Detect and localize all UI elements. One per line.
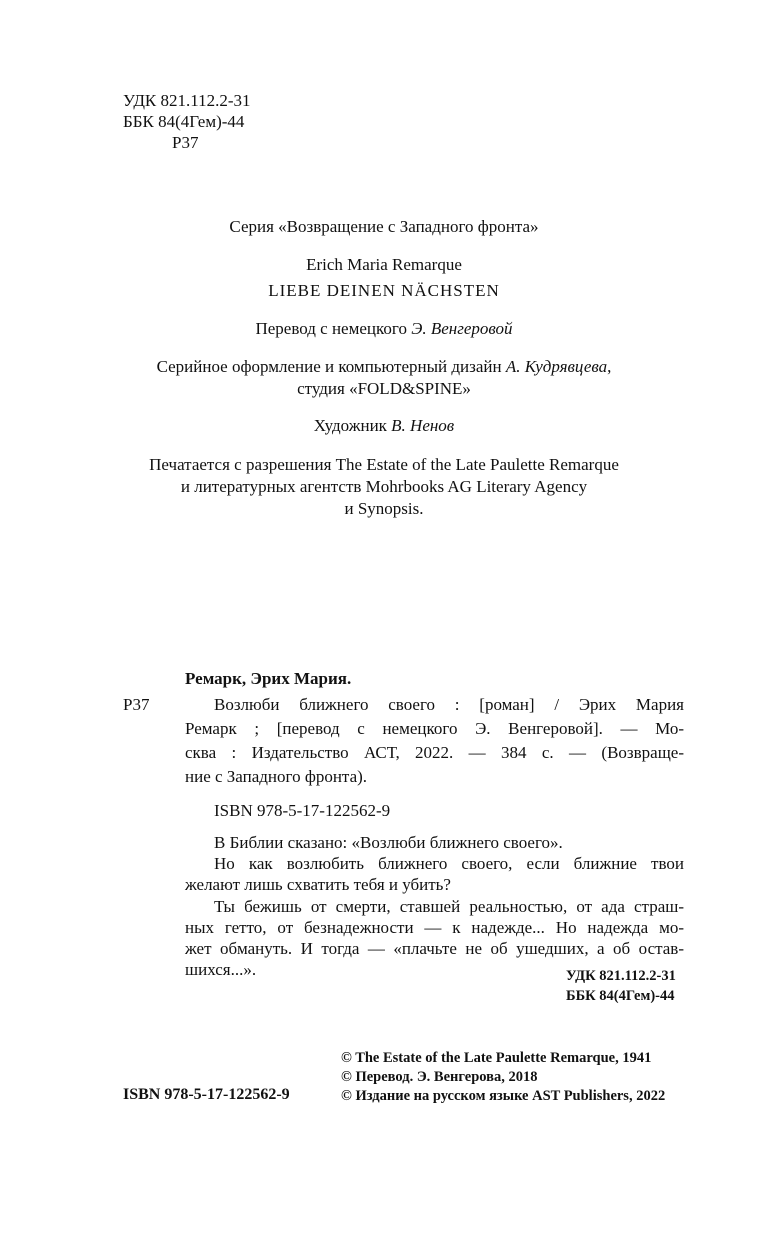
udk-code: УДК 821.112.2-31 (123, 91, 251, 110)
designer-name: А. Кудрявцева (505, 357, 608, 376)
copyright-line: © The Estate of the Late Paulette Remarque, 1941 (341, 1050, 652, 1066)
catalog-heading: Ремарк, Эрих Мария. (185, 669, 352, 688)
annotation-line: ных гетто, от безнадежности — к надежде... Но надежда мо- (185, 918, 684, 937)
permission-line-3: и Synopsis. (344, 499, 424, 518)
annotation-line: жет обмануть. И тогда — «плачьте не об ушедших, а об остав- (185, 939, 684, 958)
design-prefix: Серийное оформление и компьютерный дизайн (156, 357, 502, 376)
catalog-mark: Р37 (123, 695, 150, 714)
catalog-description-line: ние с Западного фронта). (185, 767, 368, 786)
design-studio: студия «FOLD&SPINE» (297, 379, 471, 398)
annotation-line: В Библии сказано: «Возлюби ближнего своего». (214, 833, 563, 852)
design-comma: , (607, 357, 612, 376)
catalog-description-line: Ремарк ; [перевод с немецкого Э. Венгеровой]. — Мо- (185, 719, 684, 738)
catalog-description-line: Возлюби ближнего своего : [роман] / Эрих Мария (214, 695, 684, 714)
original-title: LIEBE DEINEN NÄCHSTEN (268, 281, 500, 300)
bbk-code: ББК 84(4Гем)-44 (123, 112, 245, 131)
annotation-line: Но как возлюбить ближнего своего, если ближние твои (214, 854, 684, 873)
artist-name: В. Ненов (391, 416, 455, 435)
catalog-isbn: ISBN 978-5-17-122562-9 (214, 801, 391, 820)
annotation-line: шихся...». (185, 960, 257, 979)
copyright-line: © Издание на русском языке AST Publishers, 2022 (341, 1088, 666, 1104)
series-line: Серия «Возвращение с Западного фронта» (229, 217, 539, 236)
annotation-line: желают лишь схватить тебя и убить? (185, 875, 451, 894)
author-mark: Р37 (172, 133, 199, 152)
translation-credit (0, 318, 768, 340)
translator-name: Э. Венгеровой (411, 319, 513, 338)
design-credit (0, 356, 768, 378)
original-author: Erich Maria Remarque (306, 255, 462, 274)
artist-credit (0, 415, 768, 437)
permission-line-2: и литературных агентств Mohrbooks AG Literary Agency (180, 477, 588, 496)
translation-prefix: Перевод с немецкого (255, 319, 407, 338)
footer-isbn: ISBN 978-5-17-122562-9 (123, 1086, 290, 1103)
permission-line-1: Печатается с разрешения The Estate of the Late Paulette Remarque (149, 455, 619, 474)
artist-prefix: Художник (313, 416, 387, 435)
catalog-bbk: ББК 84(4Гем)-44 (566, 988, 675, 1004)
catalog-udk: УДК 821.112.2-31 (566, 968, 676, 984)
catalog-description-line: сква : Издательство АСТ, 2022. — 384 с. — (Возвраще- (185, 743, 684, 762)
copyright-line: © Перевод. Э. Венгерова, 2018 (341, 1069, 538, 1085)
annotation-line: Ты бежишь от смерти, ставшей реальностью, от ада страш- (214, 897, 684, 916)
